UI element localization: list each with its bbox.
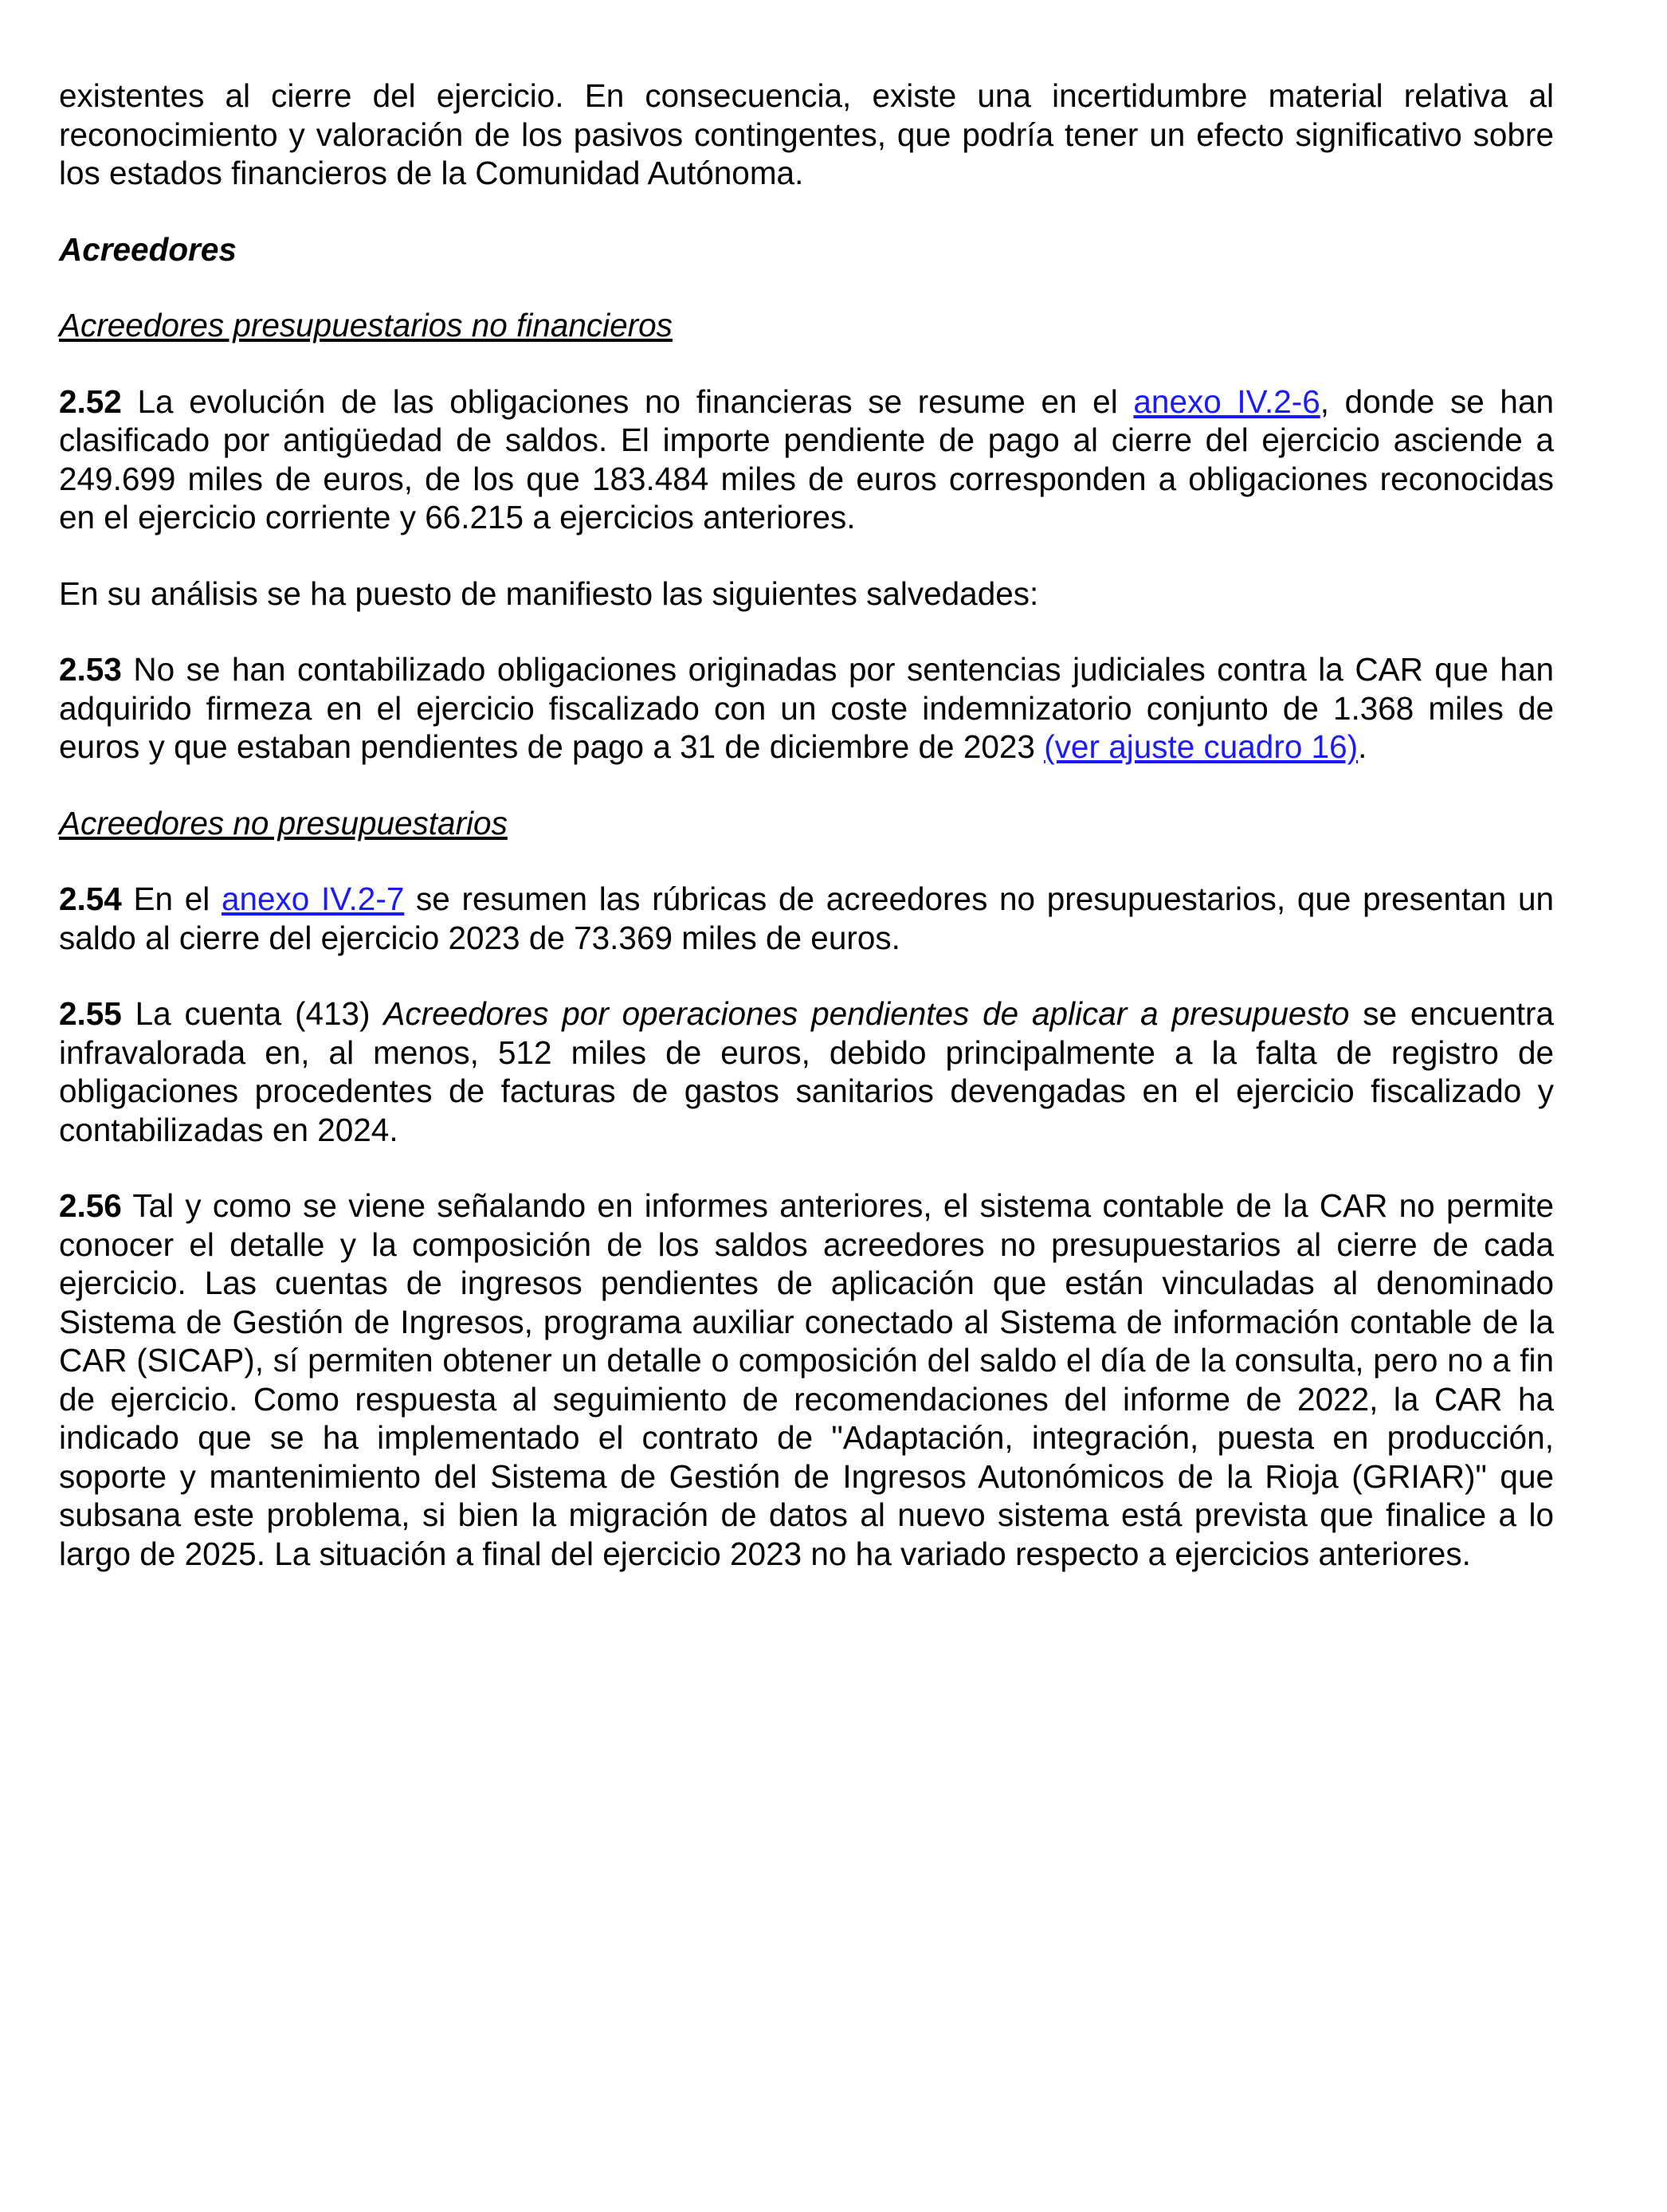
paragraph-number: 2.53 (59, 651, 122, 688)
section-heading-text: Acreedores (59, 230, 237, 268)
paragraph-text: La cuenta (413) (121, 995, 384, 1032)
subsection-heading-no-presupuestarios (59, 804, 1554, 843)
paragraph-text: No se han contabilizado obligaciones originadas por sentencias judiciales contra la CAR que han adquirido firmeza en el ejercicio fiscalizado con un coste indemnizatorio conjunto de 1.368 miles de euros y que estaban pendientes de pago a 31 de diciembre de 2023 (59, 651, 1554, 765)
paragraph-text: , donde se han clasificado por antigüedad de saldos. El importe pendiente de pago al cierre del ejercicio asciende a 249.699 miles de euros, de los que 183.484 miles de euros corresponden a obligaciones reconocidas en el ejercicio corriente y 66.215 a ejercicios anteriores. (59, 382, 1554, 535)
paragraph-2-54 (59, 880, 1554, 957)
intro-text: existentes al cierre del ejercicio. En consecuencia, existe una incertidumbre material relativa al reconocimiento y valoración de los pasivos contingentes, que podría tener un efecto significativo sobre los estados financieros de la Comunidad Autónoma. (59, 77, 1554, 191)
paragraph-text: se encuentra infravalorada en, al menos, 512 miles de euros, debido principalmente a la falta de registro de obligaciones procedentes de facturas de gastos sanitarios devengadas en el ejercicio fiscalizado y contabilizadas en 2024. (59, 995, 1554, 1148)
paragraph-text: La evolución de las obligaciones no financieras se resume en el (121, 382, 1134, 420)
subsection-heading-no-presupuestarios-text: Acreedores no presupuestarios (59, 804, 508, 841)
subsection-heading-presupuestarios (59, 306, 1554, 345)
document-page (59, 76, 1554, 1573)
paragraph-2-55 (59, 994, 1554, 1149)
link-ver-ajuste-cuadro-16[interactable]: (ver ajuste cuadro 16) (1044, 728, 1359, 765)
paragraph-2-52 (59, 382, 1554, 537)
salvedades-paragraph (59, 575, 1554, 614)
paragraph-number: 2.52 (59, 382, 122, 420)
link-anexo-iv-2-7[interactable]: anexo IV.2-7 (221, 880, 405, 917)
paragraph-number: 2.55 (59, 995, 122, 1032)
paragraph-text: En el (121, 880, 222, 917)
intro-paragraph (59, 76, 1554, 193)
section-heading (59, 230, 1554, 269)
paragraph-number: 2.54 (59, 880, 122, 917)
subsection-heading-presupuestarios-text: Acreedores presupuestarios no financieros (59, 307, 673, 343)
paragraph-number: 2.56 (59, 1187, 122, 1224)
paragraph-text: se resumen las rúbricas de acreedores no presupuestarios, que presentan un saldo al cierre del ejercicio 2023 de 73.369 miles de euros. (59, 880, 1554, 956)
link-anexo-iv-2-6[interactable]: anexo IV.2-6 (1133, 382, 1320, 420)
paragraph-text: Tal y como se viene señalando en informes anteriores, el sistema contable de la CAR no permite conocer el detalle y la composición de los saldos acreedores no presupuestarios al cierre de cada ejercicio. Las cuentas de ingresos pendientes de aplicación que están vinculadas al denominado Sistema de Gestión de Ingresos, programa auxiliar conectado al Sistema de información contable de la CAR (SICAP), sí permiten obtener un detalle o composición del saldo el día de la consulta, pero no a fin de ejercicio. Como respuesta al seguimiento de recomendaciones del informe de 2022, la CAR ha indicado que se ha implementado el contrato de "Adaptación, integración, puesta en producción, soporte y mantenimiento del Sistema de Gestión de Ingresos Autonómicos de la Rioja (GRIAR)" que subsana este problema, si bien la migración de datos al nuevo sistema está prevista que finalice a lo largo de 2025. La situación a final del ejercicio 2023 no ha variado respecto a ejercicios anteriores. (59, 1187, 1554, 1572)
account-name-italic: Acreedores por operaciones pendientes de aplicar a presupuesto (383, 995, 1350, 1032)
paragraph-2-56 (59, 1186, 1554, 1573)
salvedades-text: En su análisis se ha puesto de manifiesto las siguientes salvedades: (59, 575, 1039, 612)
paragraph-text: . (1358, 728, 1367, 765)
paragraph-2-53 (59, 650, 1554, 767)
